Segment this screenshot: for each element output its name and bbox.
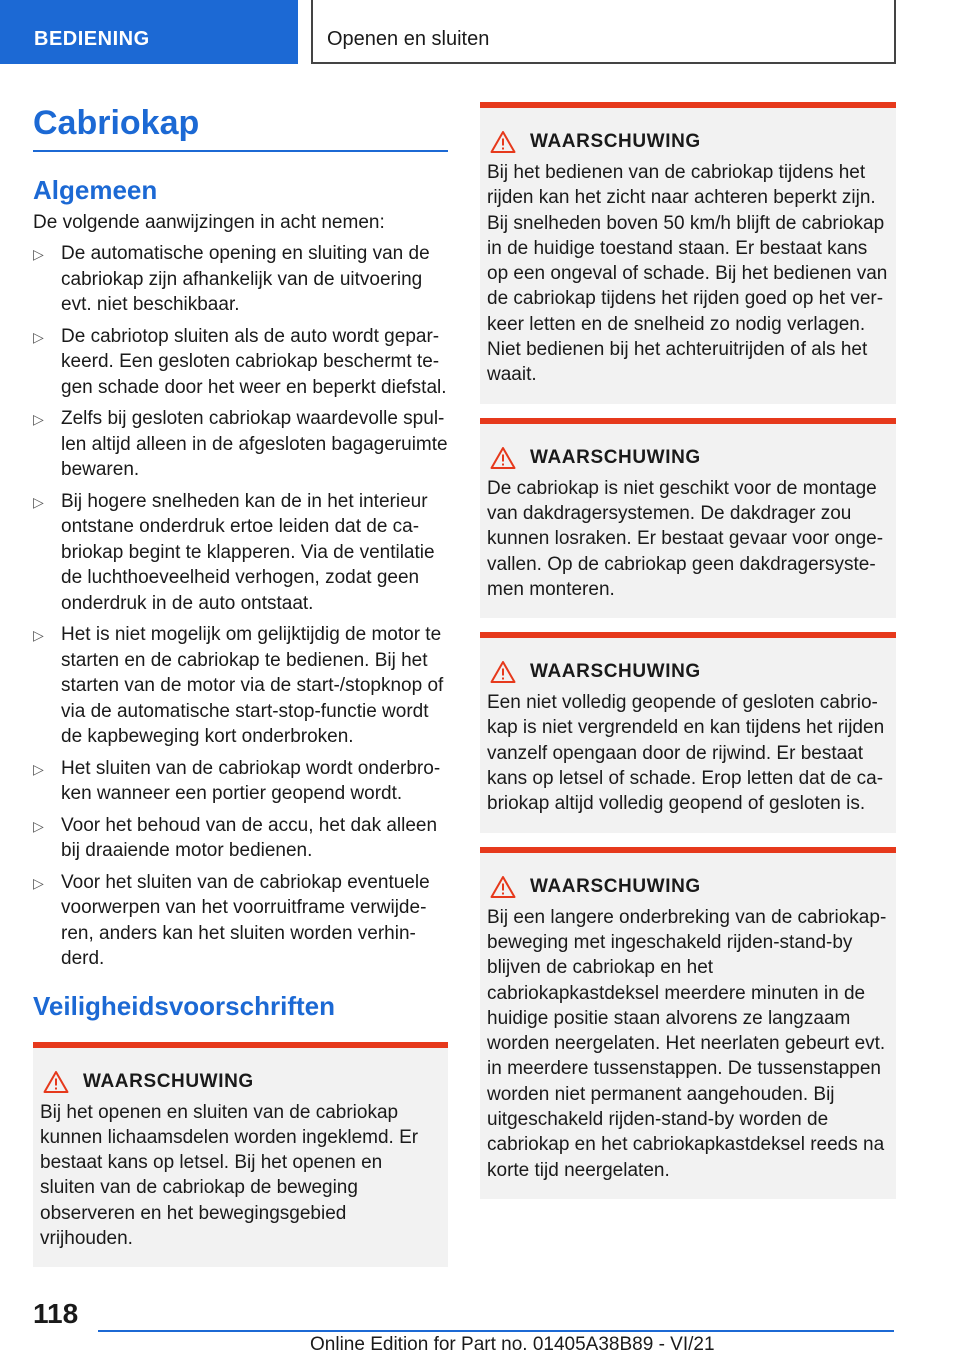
page-title: Cabriokap [33, 100, 448, 152]
left-column [33, 100, 448, 1281]
warning-header [490, 446, 888, 470]
warning-box [480, 418, 896, 618]
triangle-right-outline-icon: ▷ [33, 817, 44, 834]
warning-title: WAARSCHUWING [530, 661, 701, 683]
warning-header [490, 660, 888, 684]
list-item [33, 241, 448, 318]
chapter-title: Openen en sluiten [311, 0, 896, 64]
warning-triangle-icon [490, 660, 516, 684]
warning-text: De cabriokap is niet geschikt voor de montage van dakdragersystemen. De dakdrager zou kunnen losraken. Er bestaat gevaar voor ongevallen. Op de cabriokap geen dakdragersystemen monteren. [487, 477, 884, 600]
warning-title: WAARSCHUWING [530, 446, 701, 468]
warning-title: WAARSCHUWING [530, 131, 701, 152]
list-item [33, 756, 448, 807]
warning-triangle-icon [490, 446, 516, 470]
warning-box [33, 1042, 448, 1268]
warning-text: Een niet volledig geopende of gesloten cabriokap is niet vergrendeld en kan tijdens het rijden vanzelf opengaan door de rijwind. Er bestaat kans op letsel of schade. Erop letten dat de cabriokap altijd volledig geopend of gesloten is. [487, 692, 885, 815]
list-item [33, 622, 448, 750]
list-item [33, 324, 448, 401]
general-heading: Algemeen [33, 175, 158, 205]
list-item-text: De automatische opening en sluiting van de cabriokap zijn afhankelijk van de uitvoering evt. niet beschikbaar. [61, 243, 430, 315]
warning-text: Bij het openen en sluiten van de cabriokap kunnen lichaamsdelen worden ingeklemd. Er bestaat kans op letsel. Bij het openen en sluiten van de cabriokap de beweging observeren en het bewegingsgebied vrijhouden. [40, 1101, 419, 1249]
safety-heading: Veiligheidsvoorschriften [33, 990, 335, 1021]
list-item [33, 813, 448, 864]
warning-header [490, 130, 888, 154]
warning-title: WAARSCHUWING [83, 1070, 254, 1092]
warning-box [480, 632, 896, 832]
warning-header [490, 875, 888, 899]
warning-title: WAARSCHUWING [530, 875, 701, 897]
warning-box [480, 102, 896, 404]
page-number: 118 [33, 1298, 79, 1329]
warning-header [43, 1070, 440, 1094]
warning-triangle-icon [43, 1070, 69, 1094]
section-tab: BEDIENING [0, 0, 298, 64]
warning-text: Bij een langere onderbreking van de cabriokapbeweging met ingeschakeld rijden-stand-by blijven de cabriokap en het cabriokapkastdeksel meerdere minuten in de huidige positie staan alvorens ze langzaam worden neergelaten. Het neerlaten gebeurt evt. in meerdere tussenstappen. De tussenstappen worden niet permanent aangehouden. Bij uitgeschakeld rijden-stand-by worden de cabriokap en het cabriokapkastdeksel reeds na korte tijd neergelaten. [487, 906, 887, 1181]
warning-triangle-icon [490, 875, 516, 899]
right-column [480, 102, 896, 1213]
list-item-text: Zelfs bij gesloten cabriokap waardevolle spullen altijd alleen in de afgesloten bagageruimte bewaren. [61, 408, 448, 480]
list-item-text: Bij hogere snelheden kan de in het interieur ontstane onderdruk ertoe leiden dat de cabriokap begint te klapperen. Via de ventilatie de luchthoeveelheid verhogen, zodat geen onderdruk in de auto ontstaat. [61, 490, 435, 614]
warning-box [480, 847, 896, 1199]
triangle-right-outline-icon: ▷ [33, 627, 44, 643]
triangle-right-outline-icon: ▷ [33, 328, 44, 345]
triangle-right-outline-icon: ▷ [33, 874, 44, 891]
warning-text: Bij het bedienen van de cabriokap tijdens het rijden kan het zicht naar achteren beperkt zijn. Bij snelheden boven 50 km/h blijft de cabriokap in de huidige toestand staan. Er bestaat kans op een ongeval of schade. Bij het bedienen van de cabriokap tijdens het rijden goed op het verkeer letten en de snelheid zo nodig verlagen. Niet bedienen bij het achteruitrijden of als het waait. [487, 162, 888, 386]
list-item-text: Voor het behoud van de accu, het dak alleen bij draaiende motor bedienen. [61, 814, 438, 861]
list-item [33, 870, 448, 972]
list-item-text: Voor het sluiten van de cabriokap eventuele voorwerpen van het voorruitframe verwijderen, anders kan het sluiten worden verhinderd. [61, 871, 430, 969]
intro-text: De volgende aanwijzingen in acht nemen: [33, 212, 385, 233]
list-item-text: Het is niet mogelijk om gelijktijdig de motor te starten en de cabriokap te bedienen. Bij het starten van de motor via de start-/stopknop of via de automatische start-stop-functie wordt de kapbeweging kort onderbroken. [61, 624, 444, 747]
triangle-right-outline-icon: ▷ [33, 493, 44, 510]
list-item-text: De cabriotop sluiten als de auto wordt geparkeerd. Een gesloten cabriokap beschermt tegen schade door het weer en beperkt diefstal. [61, 325, 447, 398]
warning-triangle-icon [490, 130, 516, 154]
list-item [33, 489, 448, 617]
footer-edition: Online Edition for Part no. 01405A38B89 - VI/21 [310, 1334, 715, 1355]
list-item [33, 406, 448, 483]
triangle-right-outline-icon: ▷ [33, 411, 44, 427]
footer-divider [98, 1330, 894, 1332]
triangle-right-outline-icon: ▷ [33, 760, 44, 777]
triangle-right-outline-icon: ▷ [33, 246, 44, 262]
list-item-text: Het sluiten van de cabriokap wordt onderbroken wanneer een portier geopend wordt. [61, 757, 441, 804]
notes-list [33, 241, 448, 972]
